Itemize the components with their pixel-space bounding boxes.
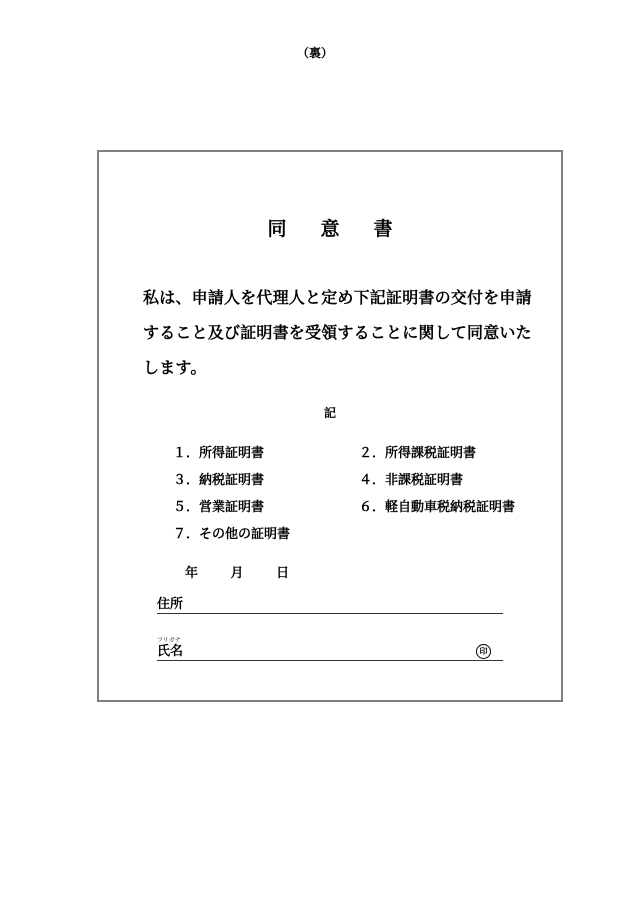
- address-label: 住所: [157, 597, 184, 612]
- certificate-item-4: ４．非課税証明書: [359, 473, 464, 488]
- address-field[interactable]: [157, 593, 503, 614]
- consent-form: [97, 150, 563, 702]
- certificate-item-3: ３．納税証明書: [173, 473, 265, 488]
- statement-line-3: します。: [143, 358, 207, 377]
- name-label: 氏名: [157, 644, 184, 659]
- certificate-item-2: ２．所得課税証明書: [359, 446, 477, 461]
- statement-line-1: 私は、申請人を代理人と定め下記証明書の交付を申請: [143, 288, 532, 307]
- ki-heading: 記: [323, 406, 336, 420]
- certificate-item-5: ５．営業証明書: [173, 500, 265, 515]
- day-label: 日: [276, 566, 290, 581]
- seal-icon: 印: [476, 644, 491, 659]
- certificate-item-1: １．所得証明書: [173, 446, 265, 461]
- certificate-item-6: ６．軽自動車税納税証明書: [359, 500, 516, 515]
- page-marker: （裏）: [296, 46, 333, 60]
- certificate-item-7: ７．その他の証明書: [173, 527, 291, 542]
- statement-line-2: すること及び証明書を受領することに関して同意いた: [143, 323, 532, 342]
- form-title: 同意書: [267, 218, 427, 240]
- name-field[interactable]: [157, 637, 503, 661]
- date-row: [185, 562, 317, 581]
- year-label: 年: [185, 566, 199, 581]
- consent-statement: [143, 280, 543, 385]
- furigana-label: フリガナ: [157, 637, 181, 644]
- month-label: 月: [230, 566, 244, 581]
